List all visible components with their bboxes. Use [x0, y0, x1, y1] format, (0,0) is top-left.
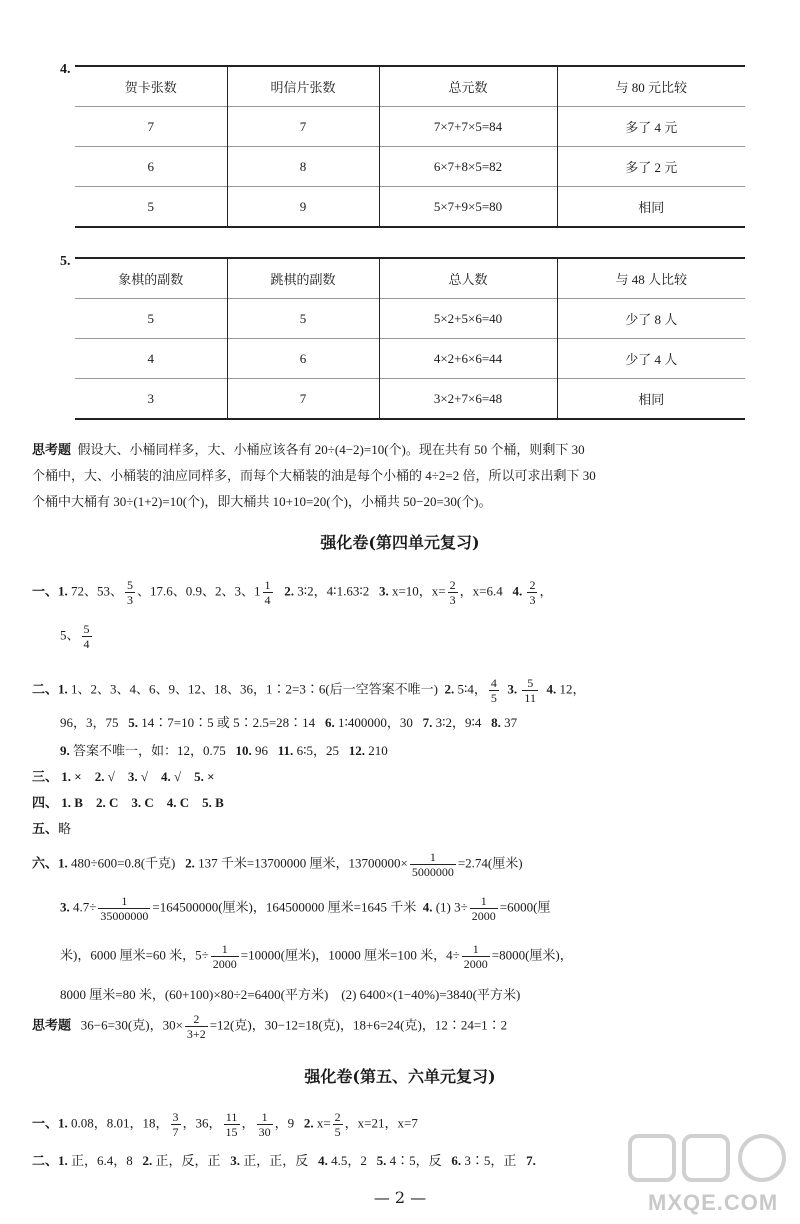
answer-text: 137 千米=13700000 厘米，13700000×	[198, 855, 408, 871]
answer-text: 3∶2，9∶4	[435, 715, 482, 730]
table-header-row	[75, 66, 745, 107]
watermark-text: MXQE.COM	[648, 1190, 779, 1215]
table-cell: 4×2+6×6=44	[379, 339, 557, 379]
answer-number: 3.	[507, 681, 518, 697]
answer-text: 4.7÷	[73, 899, 97, 915]
column-header: 象棋的副数	[75, 258, 227, 299]
answer-text: 答案不唯一，如：12，0.75	[73, 743, 226, 758]
answer-item: 1. B	[61, 795, 83, 810]
answer-number: 9.	[60, 743, 70, 758]
section-title: 强化卷(第四单元复习)	[320, 533, 480, 552]
answer-number: 5.	[128, 715, 139, 730]
think-label: 思考题	[32, 1017, 72, 1033]
answer-line	[32, 818, 71, 837]
table-cell: 多了 4 元	[557, 107, 745, 147]
answer-text: =10000(厘米)，10000 厘米=100 米，4÷	[240, 947, 460, 963]
column-header: 总元数	[379, 66, 557, 107]
answer-text: 正，正，反	[243, 1153, 309, 1168]
answer-number: 2.	[185, 855, 195, 871]
table-cell: 4	[75, 339, 227, 379]
answer-label: 四、	[32, 795, 59, 810]
answer-line	[32, 1150, 536, 1169]
table-cell: 9	[227, 187, 379, 228]
answer-line	[32, 1012, 507, 1041]
answer-text: (1) 3÷	[435, 899, 468, 915]
answer-text: ，	[539, 583, 553, 599]
answer-text: 72、53、	[71, 583, 124, 599]
answer-text: =6000(厘	[499, 899, 551, 915]
think-text: 假设大、小桶同样多，大、小桶应该各有 20÷(4−2)=10(个)。现在共有 50 个桶，则剩下 30	[77, 442, 585, 457]
fraction: $\frac{4}{5}$	[490, 676, 497, 705]
answer-text: 480÷600=0.8(千克)	[71, 855, 176, 871]
answer-text: 、17.6、0.9、2、3、1	[137, 583, 261, 599]
table-cell: 多了 2 元	[557, 147, 745, 187]
table-row	[75, 107, 745, 147]
answer-number: 2.	[303, 1115, 314, 1131]
table-header-row	[75, 258, 745, 299]
answer-text: 4∶5，反	[389, 1153, 442, 1168]
answer-label: 一、1.	[32, 1115, 68, 1131]
answer-text: =164500000(厘米)，164500000 厘米=1645 千米	[152, 899, 417, 915]
answer-text: 1∶400000，30	[337, 715, 413, 730]
table-cell: 3	[75, 379, 227, 420]
table-cell: 少了 4 人	[557, 339, 745, 379]
answer-number: 8.	[491, 715, 501, 730]
fraction: $\frac{1}{30}$	[258, 1110, 271, 1139]
answer-label: 二、1.	[32, 681, 68, 697]
answer-number: 4.	[512, 583, 523, 599]
think-text: 个桶中，大、小桶装的油应同样多，而每个大桶装的油是每个小桶的 4÷2=2 倍，所以可求出剩下 30	[32, 468, 596, 483]
answer-text: ，9	[274, 1115, 295, 1131]
table-cell: 6	[75, 147, 227, 187]
table-cell: 5	[227, 299, 379, 339]
fraction: $\frac{2}{3}$	[449, 578, 456, 607]
table-row	[75, 379, 745, 420]
answer-number: 2.	[284, 583, 295, 599]
answer-line	[32, 792, 224, 811]
answer-number: 11.	[277, 743, 294, 758]
answer-text: 36−6=30(克)，30×	[80, 1017, 183, 1033]
column-header: 明信片张数	[227, 66, 379, 107]
answer-line	[32, 766, 215, 785]
fraction: $\frac{1}{2000}$	[212, 942, 237, 971]
table-cell: 5×2+5×6=40	[379, 299, 557, 339]
answer-number: 7.	[526, 1153, 536, 1168]
table-row	[75, 299, 745, 339]
answer-text: 3∶5，正	[464, 1153, 517, 1168]
answer-item: 5. ×	[194, 769, 215, 784]
table-cell: 8	[227, 147, 379, 187]
fraction: $\frac{1}{35000000}$	[100, 894, 149, 923]
table-cell: 6	[227, 339, 379, 379]
answer-line	[32, 676, 585, 705]
answer-line	[32, 1110, 418, 1139]
answer-text: 1、2、3、4、6、9、12、18、36，1∶2=3∶6(后一空答案不唯一)	[71, 681, 439, 697]
answer-number: 5.	[376, 1153, 387, 1168]
answer-label: 五、	[32, 821, 59, 836]
answer-line	[60, 894, 550, 923]
table-cell: 5×7+9×5=80	[379, 187, 557, 228]
answer-text: =12(克)，30−12=18(克)，18+6=24(克)，12∶24=1∶2	[209, 1017, 508, 1033]
answer-text: 4.5，2	[331, 1153, 367, 1168]
column-header: 贺卡张数	[75, 66, 227, 107]
column-header: 与 80 元比较	[557, 66, 745, 107]
section-title: 强化卷(第五、六单元复习)	[304, 1067, 496, 1086]
answer-item: 1. ×	[61, 769, 82, 784]
table-row	[75, 147, 745, 187]
fraction: $\frac{11}{15}$	[225, 1110, 238, 1139]
answer-number: 7.	[422, 715, 433, 730]
answer-text: 0.08，8.01，18，	[71, 1115, 169, 1131]
answer-number: 3.	[378, 583, 389, 599]
answer-text: 5∶4，	[457, 681, 487, 697]
column-header: 跳棋的副数	[227, 258, 379, 299]
answer-text: x=	[316, 1115, 331, 1131]
table-cell: 5	[75, 299, 227, 339]
page-number: — 2 —	[373, 1188, 427, 1207]
answer-number: 3.	[230, 1153, 241, 1168]
fraction: $\frac{2}{3+2}$	[186, 1012, 206, 1041]
answer-text: 5、	[60, 627, 80, 643]
table-cell: 6×7+8×5=82	[379, 147, 557, 187]
answer-text: 37	[504, 715, 518, 730]
question-number: 5.	[60, 254, 71, 269]
answer-text: ，x=21，x=7	[344, 1115, 418, 1131]
answer-number: 10.	[235, 743, 252, 758]
answer-text: 3∶2，4∶1.63∶2	[297, 583, 370, 599]
fraction: $\frac{3}{7}$	[172, 1110, 179, 1139]
answer-number: 4.	[318, 1153, 328, 1168]
answer-line	[32, 850, 523, 879]
answer-text: 12，	[559, 681, 586, 697]
answer-line	[60, 740, 388, 759]
answer-text: 14∶7=10∶5 或 5∶2.5=28∶14	[141, 715, 316, 730]
answer-line	[60, 942, 573, 971]
answer-line	[32, 578, 552, 607]
answer-text: =2.74(厘米)	[457, 855, 523, 871]
answer-text: 略	[58, 821, 72, 836]
question-number: 4.	[60, 62, 71, 77]
answer-number: 6.	[451, 1153, 462, 1168]
table-cell: 7	[75, 107, 227, 147]
think-label: 思考题	[32, 442, 72, 457]
think-question-1	[32, 437, 772, 515]
think-text: 个桶中大桶有 30÷(1+2)=10(个)，即大桶共 10+10=20(个)，小桶共 50−20=30(个)。	[32, 494, 492, 509]
answer-number: 4.	[546, 681, 557, 697]
table-cell: 7×7+7×5=84	[379, 107, 557, 147]
fraction: $\frac{5}{3}$	[127, 578, 134, 607]
fraction: $\frac{1}{4}$	[264, 578, 271, 607]
table-cell: 少了 8 人	[557, 299, 745, 339]
answer-text: 96	[255, 743, 269, 758]
answer-text: x=10，x=	[391, 583, 446, 599]
table-cell: 相同	[557, 187, 745, 228]
answer-number: 2.	[444, 681, 455, 697]
answer-label: 二、1.	[32, 1153, 68, 1168]
answer-number: 3.	[60, 899, 70, 915]
answer-line	[60, 712, 517, 731]
table-cell: 7	[227, 107, 379, 147]
answer-item: 5. B	[202, 795, 224, 810]
fraction: $\frac{5}{4}$	[83, 622, 90, 651]
fraction: $\frac{2}{5}$	[334, 1110, 341, 1139]
answer-label: 六、1.	[32, 855, 68, 871]
answer-label: 三、	[32, 769, 59, 784]
table-cell: 3×2+7×6=48	[379, 379, 557, 420]
answer-item: 2. √	[94, 769, 115, 784]
fraction: $\frac{5}{11}$	[524, 676, 536, 705]
fraction: $\frac{2}{3}$	[529, 578, 536, 607]
answer-text: 8000 厘米=80 米，(60+100)×80÷2=6400(平方米) (2) 6400×(1−40%)=3840(平方米)	[60, 987, 521, 1002]
answer-text: 正，6.4，8	[71, 1153, 133, 1168]
answer-item: 2. C	[95, 795, 119, 810]
answer-text: 6∶5，25	[296, 743, 339, 758]
column-header: 总人数	[379, 258, 557, 299]
answer-item: 3. C	[131, 795, 154, 810]
q4-table	[75, 65, 745, 228]
fraction: $\frac{1}{2000}$	[463, 942, 488, 971]
table-row	[75, 187, 745, 228]
answer-item: 3. √	[127, 769, 148, 784]
answer-text: ，x=6.4	[459, 583, 503, 599]
answer-number: 4.	[422, 899, 433, 915]
table-cell: 5	[75, 187, 227, 228]
answer-line	[60, 984, 520, 1003]
answer-number: 2.	[142, 1153, 153, 1168]
q5-table	[75, 257, 745, 420]
answer-text: 正，反，正	[155, 1153, 221, 1168]
answer-label: 一、1.	[32, 583, 68, 599]
answer-text: =8000(厘米)，	[491, 947, 573, 963]
fraction: $\frac{1}{2000}$	[471, 894, 496, 923]
answer-item: 4. √	[160, 769, 182, 784]
column-header: 与 48 人比较	[557, 258, 745, 299]
answer-text: 米)，6000 厘米=60 米，5÷	[60, 947, 209, 963]
answer-text: 96，3，75	[60, 715, 119, 730]
table-cell: 7	[227, 379, 379, 420]
table-cell: 相同	[557, 379, 745, 420]
fraction: $\frac{1}{5000000}$	[411, 850, 454, 879]
answer-item: 4. C	[166, 795, 190, 810]
answer-number: 6.	[324, 715, 335, 730]
answer-line	[60, 622, 94, 651]
answer-number: 12.	[348, 743, 365, 758]
answer-text: ，36，	[182, 1115, 222, 1131]
answer-text: ，	[241, 1115, 255, 1131]
table-row	[75, 339, 745, 379]
answer-text: 210	[368, 743, 388, 758]
